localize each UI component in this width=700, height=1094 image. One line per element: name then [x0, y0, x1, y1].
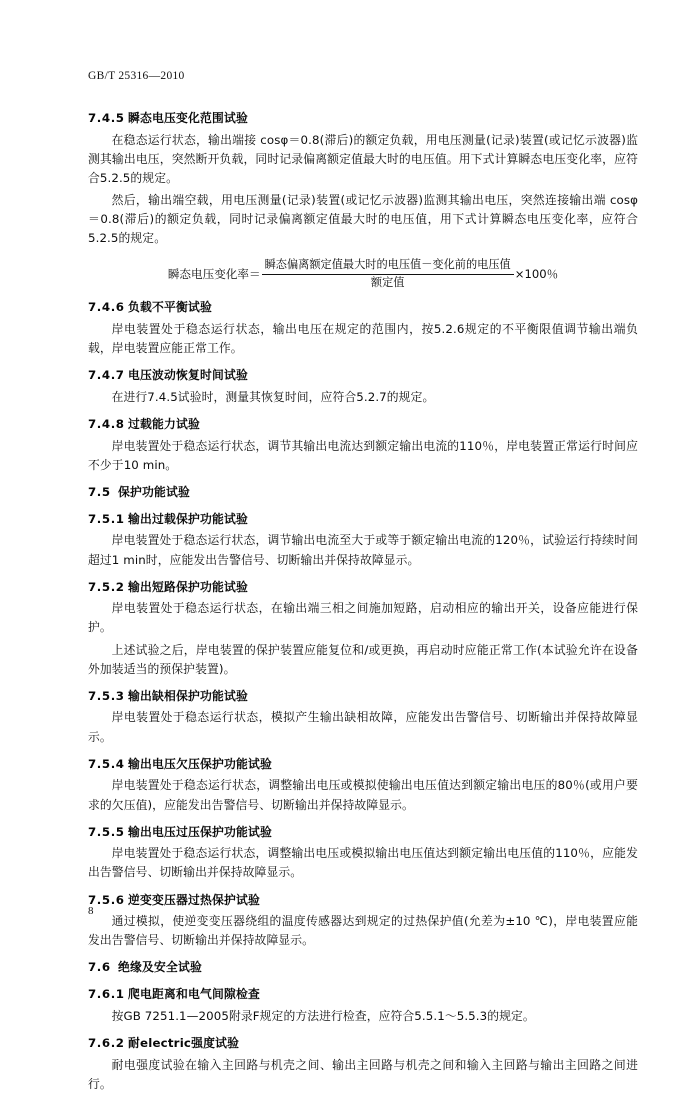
page-header: GB/T 25316—2010 [88, 70, 185, 82]
clause-title-text: 电压波动恢复时间试验 [128, 368, 248, 383]
page-number: 8 [88, 905, 94, 917]
clause-7-5-4 [88, 756, 638, 815]
formula-tail: ×100％ [514, 266, 559, 281]
clause-number: 7.6.1 [88, 987, 125, 1002]
clause-7-4-7 [88, 367, 638, 407]
clause-number: 7.4.5 [88, 111, 125, 125]
clause-title-text: 输出缺相保护功能试验 [128, 688, 248, 703]
clause-number: 7.5 [88, 485, 111, 500]
clause-paragraph: 岸电装置处于稳态运行状态，输出电压在规定的范围内，按5.2.6规定的不平衡限值调节输出端负载，岸电装置应能正常工作。 [88, 322, 638, 356]
clause-number: 7.6.2 [88, 1035, 125, 1050]
formula-transient-voltage-change [88, 258, 638, 290]
clause-number: 7.4.7 [88, 368, 125, 383]
clause-heading [88, 299, 638, 317]
clause-title-text: 输出短路保护功能试验 [128, 579, 248, 594]
clause-heading [88, 824, 638, 842]
clause-heading [88, 416, 638, 434]
clause-title-text: 爬电距离和电气间隙检查 [128, 987, 260, 1002]
clause-number: 7.6 [88, 960, 111, 975]
clause-title-text: 输出电压过压保护功能试验 [128, 824, 272, 839]
clause-heading [88, 367, 638, 385]
clause-number: 7.5.5 [88, 824, 125, 839]
clause-paragraph: 岸电装置处于稳态运行状态，在输出端三相之间施加短路，启动相应的输出开关，设备应能进行保护。 [88, 601, 638, 635]
clause-7-5-2 [88, 579, 638, 679]
clause-number: 7.4.6 [88, 300, 125, 315]
clause-number: 7.5.4 [88, 756, 125, 771]
clause-7-5-1 [88, 511, 638, 570]
clause-7-6-2 [88, 1035, 638, 1094]
clause-title-text: 瞬态电压变化范围试验 [128, 111, 248, 125]
clause-number: 7.4.8 [88, 417, 125, 432]
clause-7-5-6 [88, 892, 638, 951]
clause-7-6 [88, 959, 638, 977]
clause-title-text: 负载不平衡试验 [128, 300, 212, 315]
clause-7-4-5 [88, 110, 638, 290]
clause-heading [88, 959, 638, 977]
clause-heading [88, 986, 638, 1004]
clause-heading [88, 1035, 638, 1053]
clause-paragraph: 上述试验之后，岸电装置的保护装置应能复位和/或更换，再启动时应能正常工作(本试验允许在设备外加装适当的预保护装置)。 [88, 642, 638, 676]
clause-heading [88, 511, 638, 529]
clause-number: 7.5.2 [88, 579, 125, 594]
clause-title-text: 输出过载保护功能试验 [128, 511, 248, 526]
clause-7-6-1 [88, 986, 638, 1026]
clause-title-text: 保护功能试验 [118, 485, 190, 500]
clause-7-4-8 [88, 416, 638, 475]
formula-denominator: 额定值 [370, 275, 405, 289]
formula-lead: 瞬态电压变化率＝ [167, 266, 261, 281]
clause-heading [88, 110, 638, 128]
clause-number: 7.5.6 [88, 892, 125, 907]
clause-title-text: 输出电压欠压保护功能试验 [128, 756, 272, 771]
clause-7-4-6 [88, 299, 638, 358]
clause-paragraph: 岸电装置处于稳态运行状态，模拟产生输出缺相故障，应能发出告警信号、切断输出并保持故障显示。 [88, 710, 638, 744]
clause-paragraph: 按GB 7251.1—2005附录F规定的方法进行检查，应符合5.5.1～5.5.3的规定。 [111, 1008, 535, 1023]
clause-paragraph: 岸电装置处于稳态运行状态，调节输出电流至大于或等于额定输出电流的120％，试验运行持续时间超过1 min时，应能发出告警信号、切断输出并保持故障显示。 [88, 533, 638, 567]
clause-title-text: 逆变变压器过热保护试验 [128, 892, 260, 907]
clause-heading [88, 484, 638, 502]
clause-number: 7.5.1 [88, 511, 125, 526]
clause-heading [88, 756, 638, 774]
clause-paragraph: 岸电装置处于稳态运行状态，调整输出电压或模拟输出电压值达到额定输出电压值的110％，应能发出告警信号、切断输出并保持故障显示。 [88, 846, 638, 880]
clause-title-text: 过载能力试验 [128, 417, 200, 432]
clause-paragraph: 在稳态运行状态，输出端接 cosφ＝0.8(滞后)的额定负载，用电压测量(记录)装置(或记忆示波器)监测其输出电压，突然断开负载，同时记录偏离额定值最大时的电压值。用下式计算瞬态电压变化率，应符合5.2.5的规定。 [88, 132, 638, 185]
clause-number: 7.5.3 [88, 688, 125, 703]
formula-numerator: 瞬态偏离额定值最大时的电压值－变化前的电压值 [262, 258, 514, 275]
clause-7-5 [88, 484, 638, 502]
formula-fraction [262, 258, 514, 290]
clause-heading [88, 579, 638, 597]
clause-heading [88, 688, 638, 706]
clause-title-text: 耐electric强度试验 [128, 1035, 240, 1050]
clause-paragraph: 通过模拟，使逆变变压器绕组的温度传感器达到规定的过热保护值(允差为±10 ℃)，岸电装置应能发出告警信号、切断输出并保持故障显示。 [88, 914, 638, 948]
clause-7-5-5 [88, 824, 638, 883]
clause-paragraph: 岸电装置处于稳态运行状态，调整输出电压或模拟使输出电压值达到额定输出电压的80％(或用户要求的欠压值)，应能发出告警信号、切断输出并保持故障显示。 [88, 778, 638, 812]
clause-paragraph: 岸电装置处于稳态运行状态，调节其输出电流达到额定输出电流的110％，岸电装置正常运行时间应不少于10 min。 [88, 438, 638, 472]
clause-paragraph: 然后，输出端空载，用电压测量(记录)装置(或记忆示波器)监测其输出电压，突然连接输出端 cosφ＝0.8(滞后)的额定负载，同时记录偏离额定值最大时的电压值，用下式计算瞬态电压变化率，应符合5.2.5的规定。 [88, 193, 638, 246]
clause-7-5-3 [88, 688, 638, 747]
clause-title-text: 绝缘及安全试验 [118, 960, 202, 975]
clause-paragraph: 耐电强度试验在输入主回路与机壳之间、输出主回路与机壳之间和输入主回路与输出主回路之间进行。 [88, 1057, 638, 1091]
clause-heading [88, 892, 638, 910]
clause-paragraph: 在进行7.4.5试验时，测量其恢复时间，应符合5.2.7的规定。 [111, 390, 435, 405]
